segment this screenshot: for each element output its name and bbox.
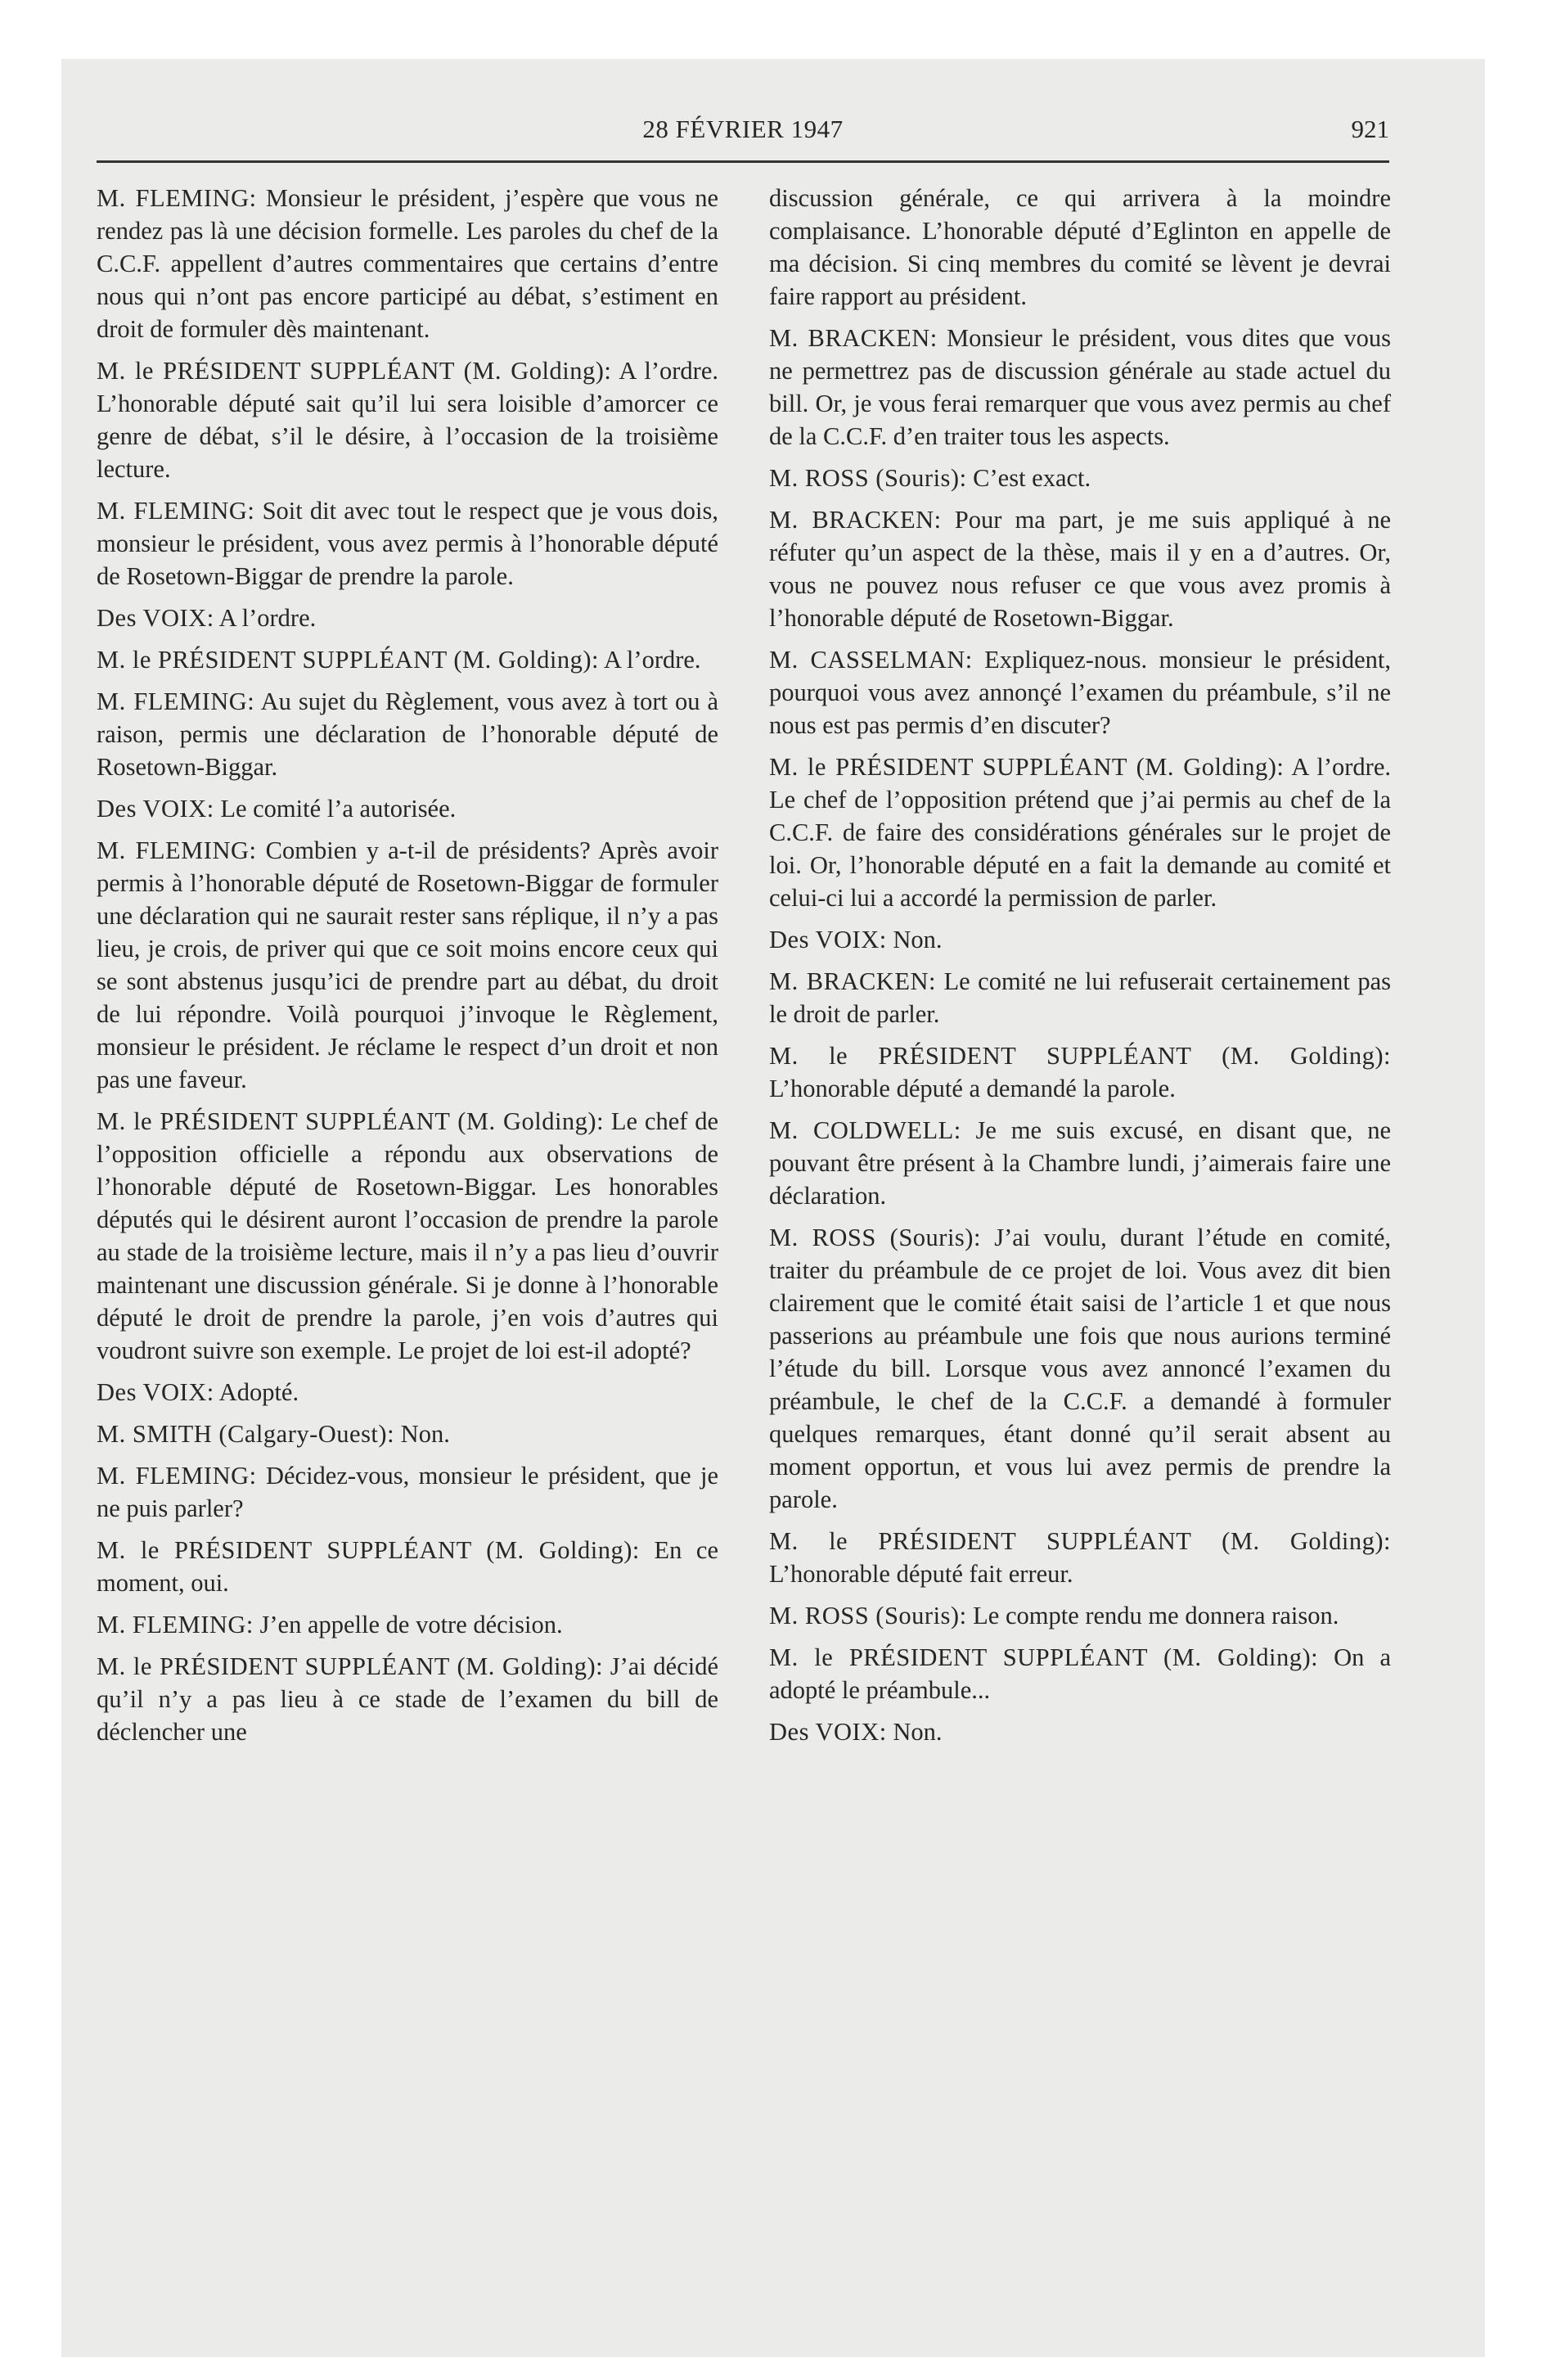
speaker: Des VOIX:	[97, 604, 214, 632]
paragraph	[97, 1608, 718, 1641]
speaker: M. le PRÉSIDENT SUPPLÉANT (M. Golding):	[769, 753, 1285, 781]
speaker: M. le PRÉSIDENT SUPPLÉANT (M. Golding):	[97, 646, 600, 674]
speech: Pour ma part, je me suis appliqué à ne réfuter qu’un aspect de la thèse, mais il y en a d’autres. Or, vous ne pouvez nous refuser ce que vous avez promis à l’honorable député de Rosetown-Biggar.	[769, 506, 1391, 632]
paragraph	[769, 643, 1391, 741]
paragraph	[97, 494, 718, 593]
speaker: Des VOIX:	[769, 1718, 887, 1746]
speaker: M. le PRÉSIDENT SUPPLÉANT (M. Golding):	[97, 357, 612, 385]
speaker: M. BRACKEN:	[769, 324, 938, 352]
paragraph	[769, 462, 1391, 494]
speaker: M. ROSS (Souris):	[769, 1224, 981, 1251]
speaker: M. FLEMING:	[97, 687, 255, 715]
speech: Combien y a-t-il de présidents? Après avoir permis à l’honorable député de Rosetown-Biggar de formuler une déclaration qui ne saurait rester sans réplique, il n’y a pas lieu, je crois, de priver qui que ce soit moins encore ceux qui se sont abstenus jusqu’ici de prendre part au débat, du droit de lui répondre. Voilà pourquoi j’invoque le Règlement, monsieur le président. Je réclame le respect d’un droit et non pas une faveur.	[97, 836, 719, 1093]
speech: A l’ordre. L’honorable député sait qu’il lui sera loisible d’amorcer ce genre de débat, s’il le désire, à l’occasion de la troisième lecture.	[97, 357, 718, 483]
speaker: M. ROSS (Souris):	[769, 464, 967, 492]
speech: A l’ordre.	[603, 646, 701, 674]
left-column	[97, 182, 718, 1757]
right-column	[769, 182, 1391, 1757]
speech: Non.	[400, 1420, 450, 1448]
speaker: M. FLEMING:	[97, 1462, 257, 1490]
speaker: M. FLEMING:	[97, 497, 255, 525]
speaker: M. BRACKEN:	[769, 967, 936, 995]
speech: En ce moment, oui.	[97, 1536, 719, 1597]
speaker: M. le PRÉSIDENT SUPPLÉANT (M. Golding):	[97, 1107, 605, 1135]
paragraph	[97, 834, 718, 1096]
speech: Le comité ne lui refuserait certainement pas le droit de parler.	[769, 967, 1391, 1028]
speaker: Des VOIX:	[97, 795, 214, 823]
paragraph	[97, 1459, 718, 1525]
paragraph	[769, 751, 1391, 914]
speech: L’honorable député a demandé la parole.	[769, 1075, 1176, 1102]
paragraph	[769, 1039, 1391, 1105]
speaker: Des VOIX:	[97, 1378, 214, 1406]
speech: Non.	[893, 1718, 943, 1746]
speech: Non.	[893, 926, 943, 953]
paragraph	[769, 182, 1391, 313]
paragraph	[97, 1534, 718, 1599]
paragraph	[97, 1105, 718, 1367]
speech: C’est exact.	[973, 464, 1091, 492]
paragraph	[97, 182, 718, 345]
paragraph	[97, 792, 718, 825]
speech: Soit dit avec tout le respect que je vous dois, monsieur le président, vous avez permis à l’honorable député de Rosetown-Biggar de prendre la parole.	[97, 497, 718, 590]
speech: On a adopté le préambule...	[769, 1643, 1391, 1704]
page-header	[97, 115, 1389, 152]
speaker: M. le PRÉSIDENT SUPPLÉANT (M. Golding):	[769, 1643, 1319, 1671]
paragraph	[97, 1650, 718, 1748]
speaker: M. FLEMING:	[97, 836, 257, 864]
speech: Au sujet du Règlement, vous avez à tort ou à raison, permis une déclaration de l’honorable député de Rosetown-Biggar.	[97, 687, 718, 781]
paragraph	[769, 1641, 1391, 1706]
paragraph	[97, 354, 718, 485]
page-number: 921	[1351, 115, 1389, 143]
speech: Adopté.	[218, 1378, 299, 1406]
speech: discussion générale, ce qui arrivera à la moindre complaisance. L’honorable député d’Eglinton en appelle de ma décision. Si cinq membres du comité se lèvent je devrai faire rapport au président.	[769, 184, 1391, 310]
speech: J’en appelle de votre décision.	[259, 1611, 563, 1639]
speaker: M. le PRÉSIDENT SUPPLÉANT (M. Golding):	[769, 1527, 1391, 1555]
paragraph	[769, 1525, 1391, 1590]
paragraph	[769, 1599, 1391, 1632]
paragraph	[97, 685, 718, 783]
header-rule	[97, 160, 1389, 163]
paragraph	[769, 322, 1391, 453]
speaker: M. FLEMING:	[97, 184, 257, 212]
paragraph	[769, 1221, 1391, 1516]
paragraph	[97, 1418, 718, 1450]
paragraph	[97, 602, 718, 634]
speech: J’ai voulu, durant l’étude en comité, traiter du préambule de ce projet de loi. Vous avez dit bien clairement que le comité était saisi de l’article 1 et que nous passerions au préambule une fois que nous aurions terminé l’étude du bill. Lorsque vous avez annoncé l’examen du préambule, le chef de la C.C.F. a demandé à formuler quelques remarques, étant donné qu’il serait absent au moment opportun, et vous lui avez permis de prendre la parole.	[769, 1224, 1391, 1513]
speaker: M. BRACKEN:	[769, 506, 942, 534]
paragraph	[769, 923, 1391, 956]
header-date: 28 FÉVRIER 1947	[642, 115, 844, 143]
speech: Le compte rendu me donnera raison.	[973, 1602, 1339, 1629]
speech: A l’ordre.	[218, 604, 317, 632]
speech: Monsieur le président, j’espère que vous ne rendez pas là une décision formelle. Les paroles du chef de la C.C.F. appellent d’autres commentaires que certains d’entre nous qui n’ont pas encore participé au débat, s’estiment en droit de formuler dès maintenant.	[97, 184, 718, 343]
speech: Décidez-vous, monsieur le président, que je ne puis parler?	[97, 1462, 719, 1522]
paragraph	[769, 503, 1391, 634]
speaker: M. le PRÉSIDENT SUPPLÉANT (M. Golding):	[97, 1536, 640, 1564]
speaker: M. SMITH (Calgary-Ouest):	[97, 1420, 395, 1448]
speaker: Des VOIX:	[769, 926, 887, 953]
speech: Monsieur le président, vous dites que vous ne permettrez pas de discussion générale au stade actuel du bill. Or, je vous ferai remarquer que vous avez permis au chef de la C.C.F. d’en traiter tous les aspects.	[769, 324, 1391, 450]
speech: Je me suis excusé, en disant que, ne pouvant être présent à la Chambre lundi, j’aimerais faire une déclaration.	[769, 1116, 1391, 1210]
paragraph	[97, 643, 718, 676]
paragraph	[769, 1715, 1391, 1748]
speech: Le chef de l’opposition officielle a répondu aux observations de l’honorable député de Rosetown-Biggar. Les honorables députés qui le désirent auront l’occasion de prendre la parole au stade de la troisième lecture, mais il n’y a pas lieu d’ouvrir maintenant une discussion générale. Si je donne à l’honorable député le droit de prendre la parole, j’en vois d’autres qui voudront suivre son exemple. Le projet de loi est-il adopté?	[97, 1107, 719, 1364]
speech: A l’ordre. Le chef de l’opposition prétend que j’ai permis au chef de la C.C.F. de faire des considérations générales sur le projet de loi. Or, l’honorable député en a fait la demande au comité et celui-ci lui a accordé la permission de parler.	[769, 753, 1391, 912]
speaker: M. COLDWELL:	[769, 1116, 961, 1144]
speaker: M. le PRÉSIDENT SUPPLÉANT (M. Golding):	[97, 1652, 604, 1680]
paragraph	[769, 1114, 1391, 1212]
speech: Expliquez-nous. monsieur le président, pourquoi vous avez annonçé l’examen du préambule, s’il ne nous est pas permis d’en discuter?	[769, 646, 1391, 739]
paragraph	[769, 965, 1391, 1030]
speaker: M. ROSS (Souris):	[769, 1602, 967, 1629]
paragraph	[97, 1376, 718, 1409]
speech: Le comité l’a autorisée.	[220, 795, 457, 823]
speech: L’honorable député fait erreur.	[769, 1560, 1073, 1588]
speech: J’ai décidé qu’il n’y a pas lieu à ce stade de l’examen du bill de déclencher une	[97, 1652, 718, 1746]
speaker: M. le PRÉSIDENT SUPPLÉANT (M. Golding):	[769, 1042, 1391, 1070]
speaker: M. CASSELMAN:	[769, 646, 973, 674]
speaker: M. FLEMING:	[97, 1611, 254, 1639]
